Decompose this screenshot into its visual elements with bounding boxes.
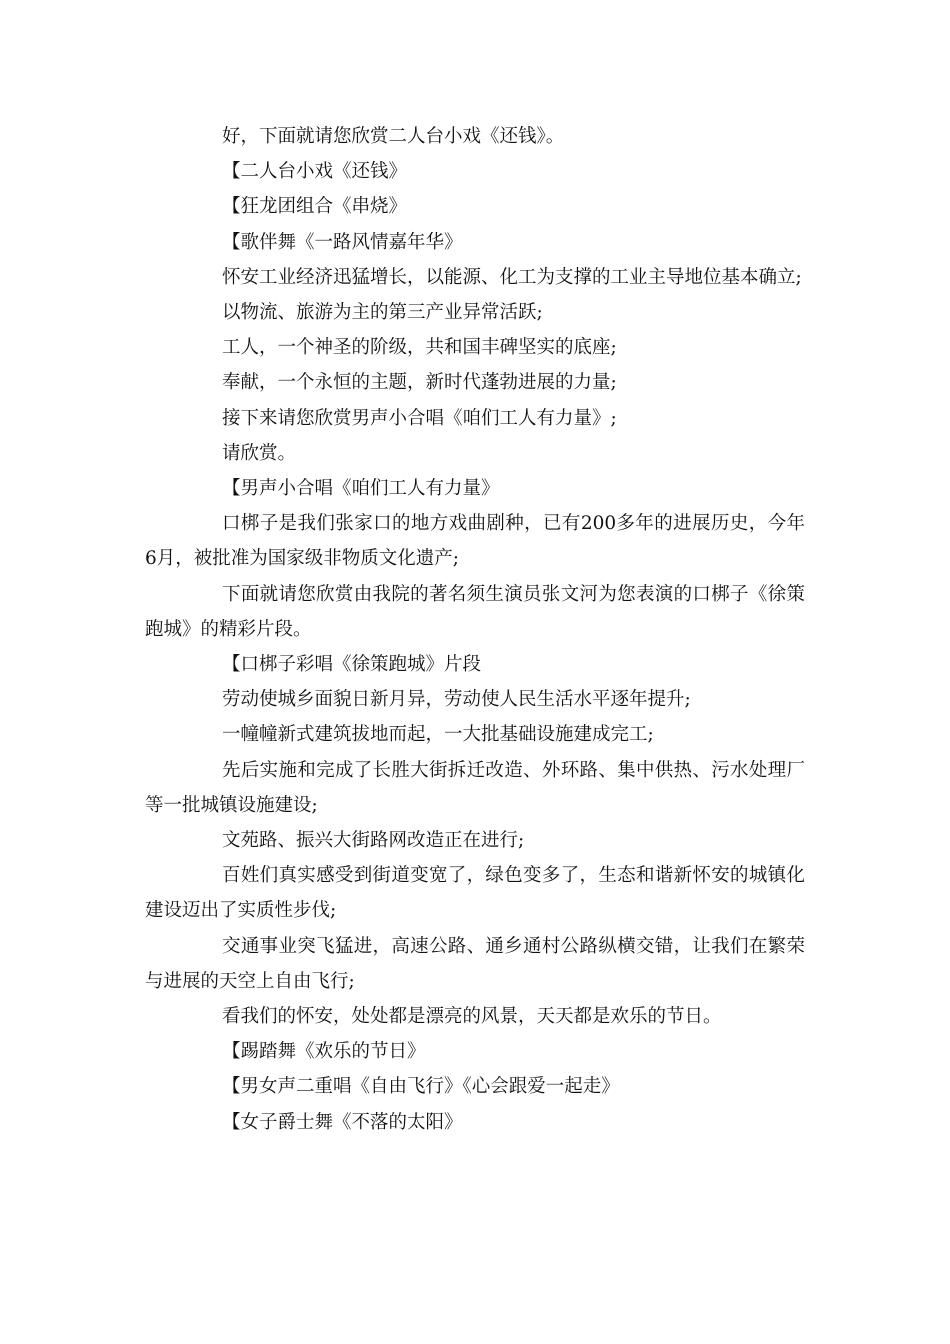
paragraph: 以物流、旅游为主的第三产业异常活跃; xyxy=(222,302,543,324)
paragraph: 工人，一个神圣的阶级，共和国丰碑坚实的底座; xyxy=(222,337,617,359)
paragraph: 一幢幢新式建筑拔地而起，一大批基础设施建成完工; xyxy=(222,724,654,746)
program-item: 【二人台小戏《还钱》 xyxy=(222,161,408,183)
paragraph: 先后实施和完成了长胜大街拆迁改造、外环路、集中供热、污水处理厂等一批城镇设施建设; xyxy=(145,759,805,816)
paragraph: 劳动使城乡面貌日新月异，劳动使人民生活水平逐年提升; xyxy=(222,689,691,711)
paragraph: 文苑路、振兴大街路网改造正在进行; xyxy=(222,830,525,852)
program-item: 【女子爵士舞《不落的太阳》 xyxy=(222,1111,463,1133)
paragraph: 好，下面就请您欣赏二人台小戏《还钱》。 xyxy=(222,126,565,147)
paragraph: 口梆子是我们张家口的地方戏曲剧种，已有200多年的进展历史，今年6月，被批准为国家级非物质文化遗产; xyxy=(145,513,805,570)
paragraph: 交通事业突飞猛进，高速公路、通乡通村公路纵横交错，让我们在繁荣与进展的天空上自由飞行; xyxy=(145,935,805,992)
paragraph: 百姓们真实感受到街道变宽了，绿色变多了，生态和谐新怀安的城镇化建设迈出了实质性步伐; xyxy=(145,865,805,922)
program-item: 【歌伴舞《一路风情嘉年华》 xyxy=(222,231,463,253)
paragraph: 请欣赏。 xyxy=(222,442,297,464)
paragraph: 看我们的怀安，处处都是漂亮的风景，天天都是欢乐的节日。 xyxy=(222,1006,722,1028)
program-item: 【口梆子彩唱《徐策跑城》片段 xyxy=(222,654,482,676)
document-body xyxy=(145,119,805,1140)
paragraph: 奉献，一个永恒的主题，新时代蓬勃进展的力量; xyxy=(222,372,617,394)
program-item: 【男声小合唱《咱们工人有力量》 xyxy=(222,478,500,500)
program-item: 【男女声二重唱《自由飞行》《心会跟爱一起走》 xyxy=(222,1076,620,1098)
paragraph: 接下来请您欣赏男声小合唱《咱们工人有力量》; xyxy=(222,407,617,429)
paragraph: 怀安工业经济迅猛增长，以能源、化工为支撑的工业主导地位基本确立; xyxy=(222,266,802,288)
program-item: 【狂龙团组合《串烧》 xyxy=(222,196,408,218)
paragraph: 下面就请您欣赏由我院的著名须生演员张文河为您表演的口梆子《徐策跑城》的精彩片段。 xyxy=(145,583,805,640)
program-item: 【踢踏舞《欢乐的节日》 xyxy=(222,1041,426,1063)
